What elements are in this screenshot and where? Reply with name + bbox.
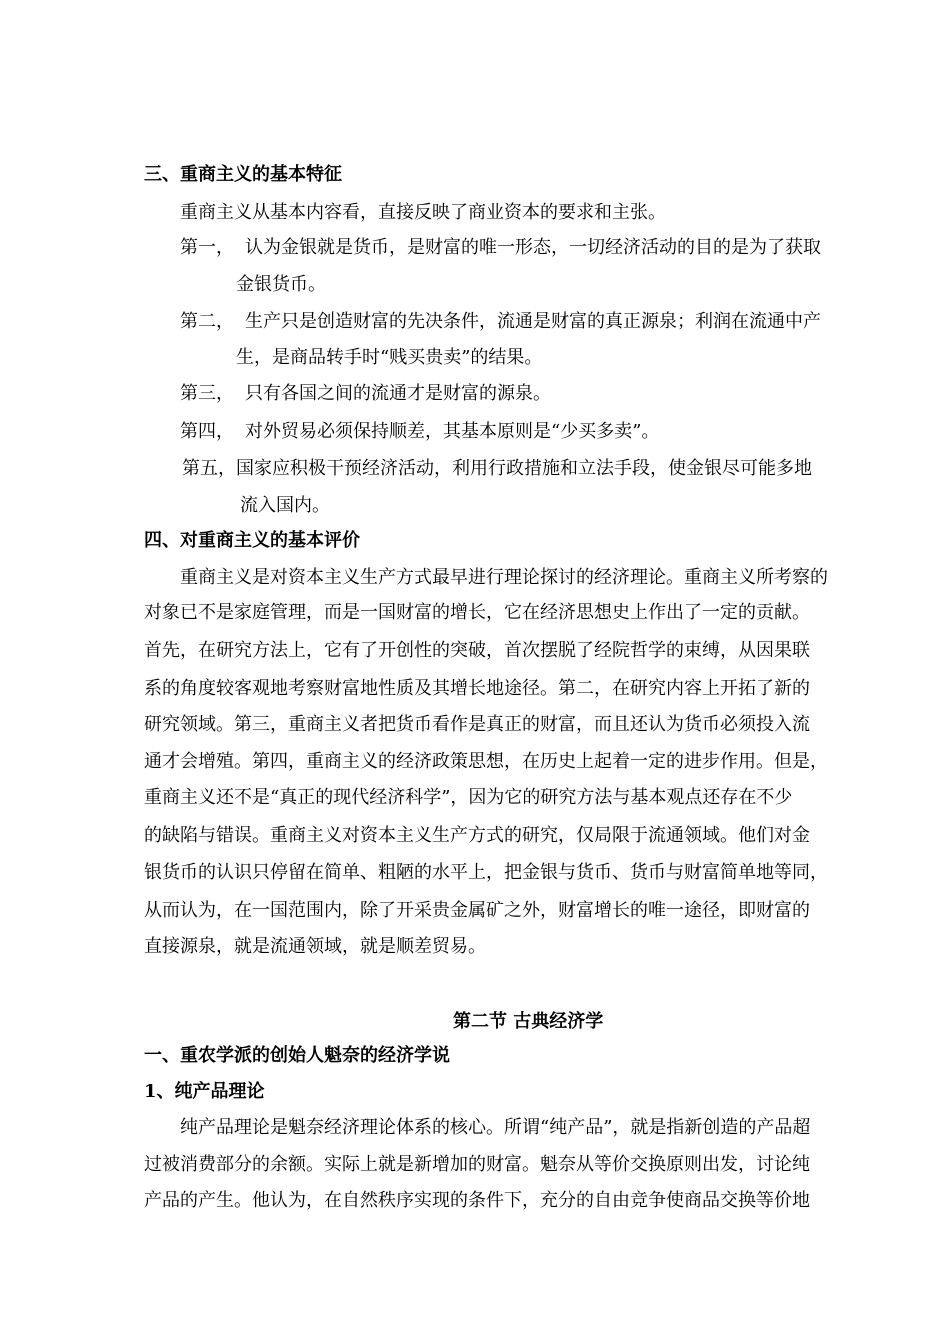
paragraph-line: 研究领域。第三，重商主义者把货币看作是真正的财富，而且还认为货币必须投入流 bbox=[144, 714, 810, 735]
paragraph-line: 纯产品理论是魁奈经济理论体系的核心。所谓“纯产品”，就是指新创造的产品超 bbox=[180, 1117, 811, 1138]
list-item-text: 第五，国家应积极干预经济活动，利用行政措施和立法手段，使金银尽可能多地 bbox=[182, 458, 812, 479]
section-heading: 三、重商主义的基本特征 bbox=[144, 164, 342, 185]
list-item-text: 生，是商品转手时“贱买贵卖”的结果。 bbox=[236, 347, 543, 368]
paragraph-line: 重商主义是对资本主义生产方式最早进行理论探讨的经济理论。重商主义所考察的 bbox=[180, 567, 828, 588]
list-item-text: 金银货币。 bbox=[236, 274, 326, 295]
paragraph-line: 从而认为，在一国范围内，除了开采贵金属矿之外，财富增长的唯一途径，即财富的 bbox=[144, 900, 810, 921]
section-heading: 一、重农学派的创始人魁奈的经济学说 bbox=[144, 1045, 450, 1066]
list-item-text: 对外贸易必须保持顺差，其基本原则是“少买多卖”。 bbox=[245, 421, 660, 442]
paragraph-line: 直接源泉，就是流通领域，就是顺差贸易。 bbox=[144, 936, 486, 957]
section-heading: 四、对重商主义的基本评价 bbox=[144, 530, 360, 551]
paragraph-line: 银货币的认识只停留在简单、粗陋的水平上，把金银与货币、货币与财富简单地等同， bbox=[144, 862, 828, 883]
subsection-heading: 1、纯产品理论 bbox=[144, 1081, 265, 1102]
paragraph-line: 系的角度较客观地考察财富地性质及其增长地途径。第二，在研究内容上开拓了新的 bbox=[144, 678, 810, 699]
paragraph-line: 产品的产生。他认为，在自然秩序实现的条件下，充分的自由竞争使商品交换等价地 bbox=[144, 1190, 810, 1211]
paragraph-line: 通才会增殖。第四，重商主义的经济政策思想，在历史上起着一定的进步作用。但是， bbox=[144, 751, 828, 772]
list-item-label: 第三， bbox=[180, 383, 234, 404]
list-item-text: 只有各国之间的流通才是财富的源泉。 bbox=[245, 383, 551, 404]
list-item-text: 流入国内。 bbox=[240, 495, 330, 516]
paragraph-line: 的缺陷与错误。重商主义对资本主义生产方式的研究，仅局限于流通领域。他们对金 bbox=[144, 825, 810, 846]
list-item-text: 生产只是创造财富的先决条件，流通是财富的真正源泉；利润在流通中产 bbox=[245, 311, 821, 332]
list-item-label: 第二， bbox=[180, 311, 234, 332]
paragraph-line: 重商主义还不是“真正的现代经济科学”，因为它的研究方法与基本观点还存在不少 bbox=[144, 787, 793, 808]
paragraph-line: 重商主义从基本内容看，直接反映了商业资本的要求和主张。 bbox=[180, 202, 666, 223]
list-item-label: 第四， bbox=[180, 421, 234, 442]
chapter-title: 第二节 古典经济学 bbox=[453, 1011, 604, 1032]
paragraph-line: 对象已不是家庭管理，而是一国财富的增长，它在经济思想史上作出了一定的贡献。 bbox=[144, 602, 810, 623]
paragraph-line: 过被消费部分的余额。实际上就是新增加的财富。魁奈从等价交换原则出发，讨论纯 bbox=[144, 1154, 810, 1175]
list-item-text: 认为金银就是货币，是财富的唯一形态，一切经济活动的目的是为了获取 bbox=[245, 237, 821, 258]
paragraph-line: 首先，在研究方法上，它有了开创性的突破，首次摆脱了经院哲学的束缚，从因果联 bbox=[144, 640, 810, 661]
list-item-label: 第一， bbox=[180, 237, 234, 258]
